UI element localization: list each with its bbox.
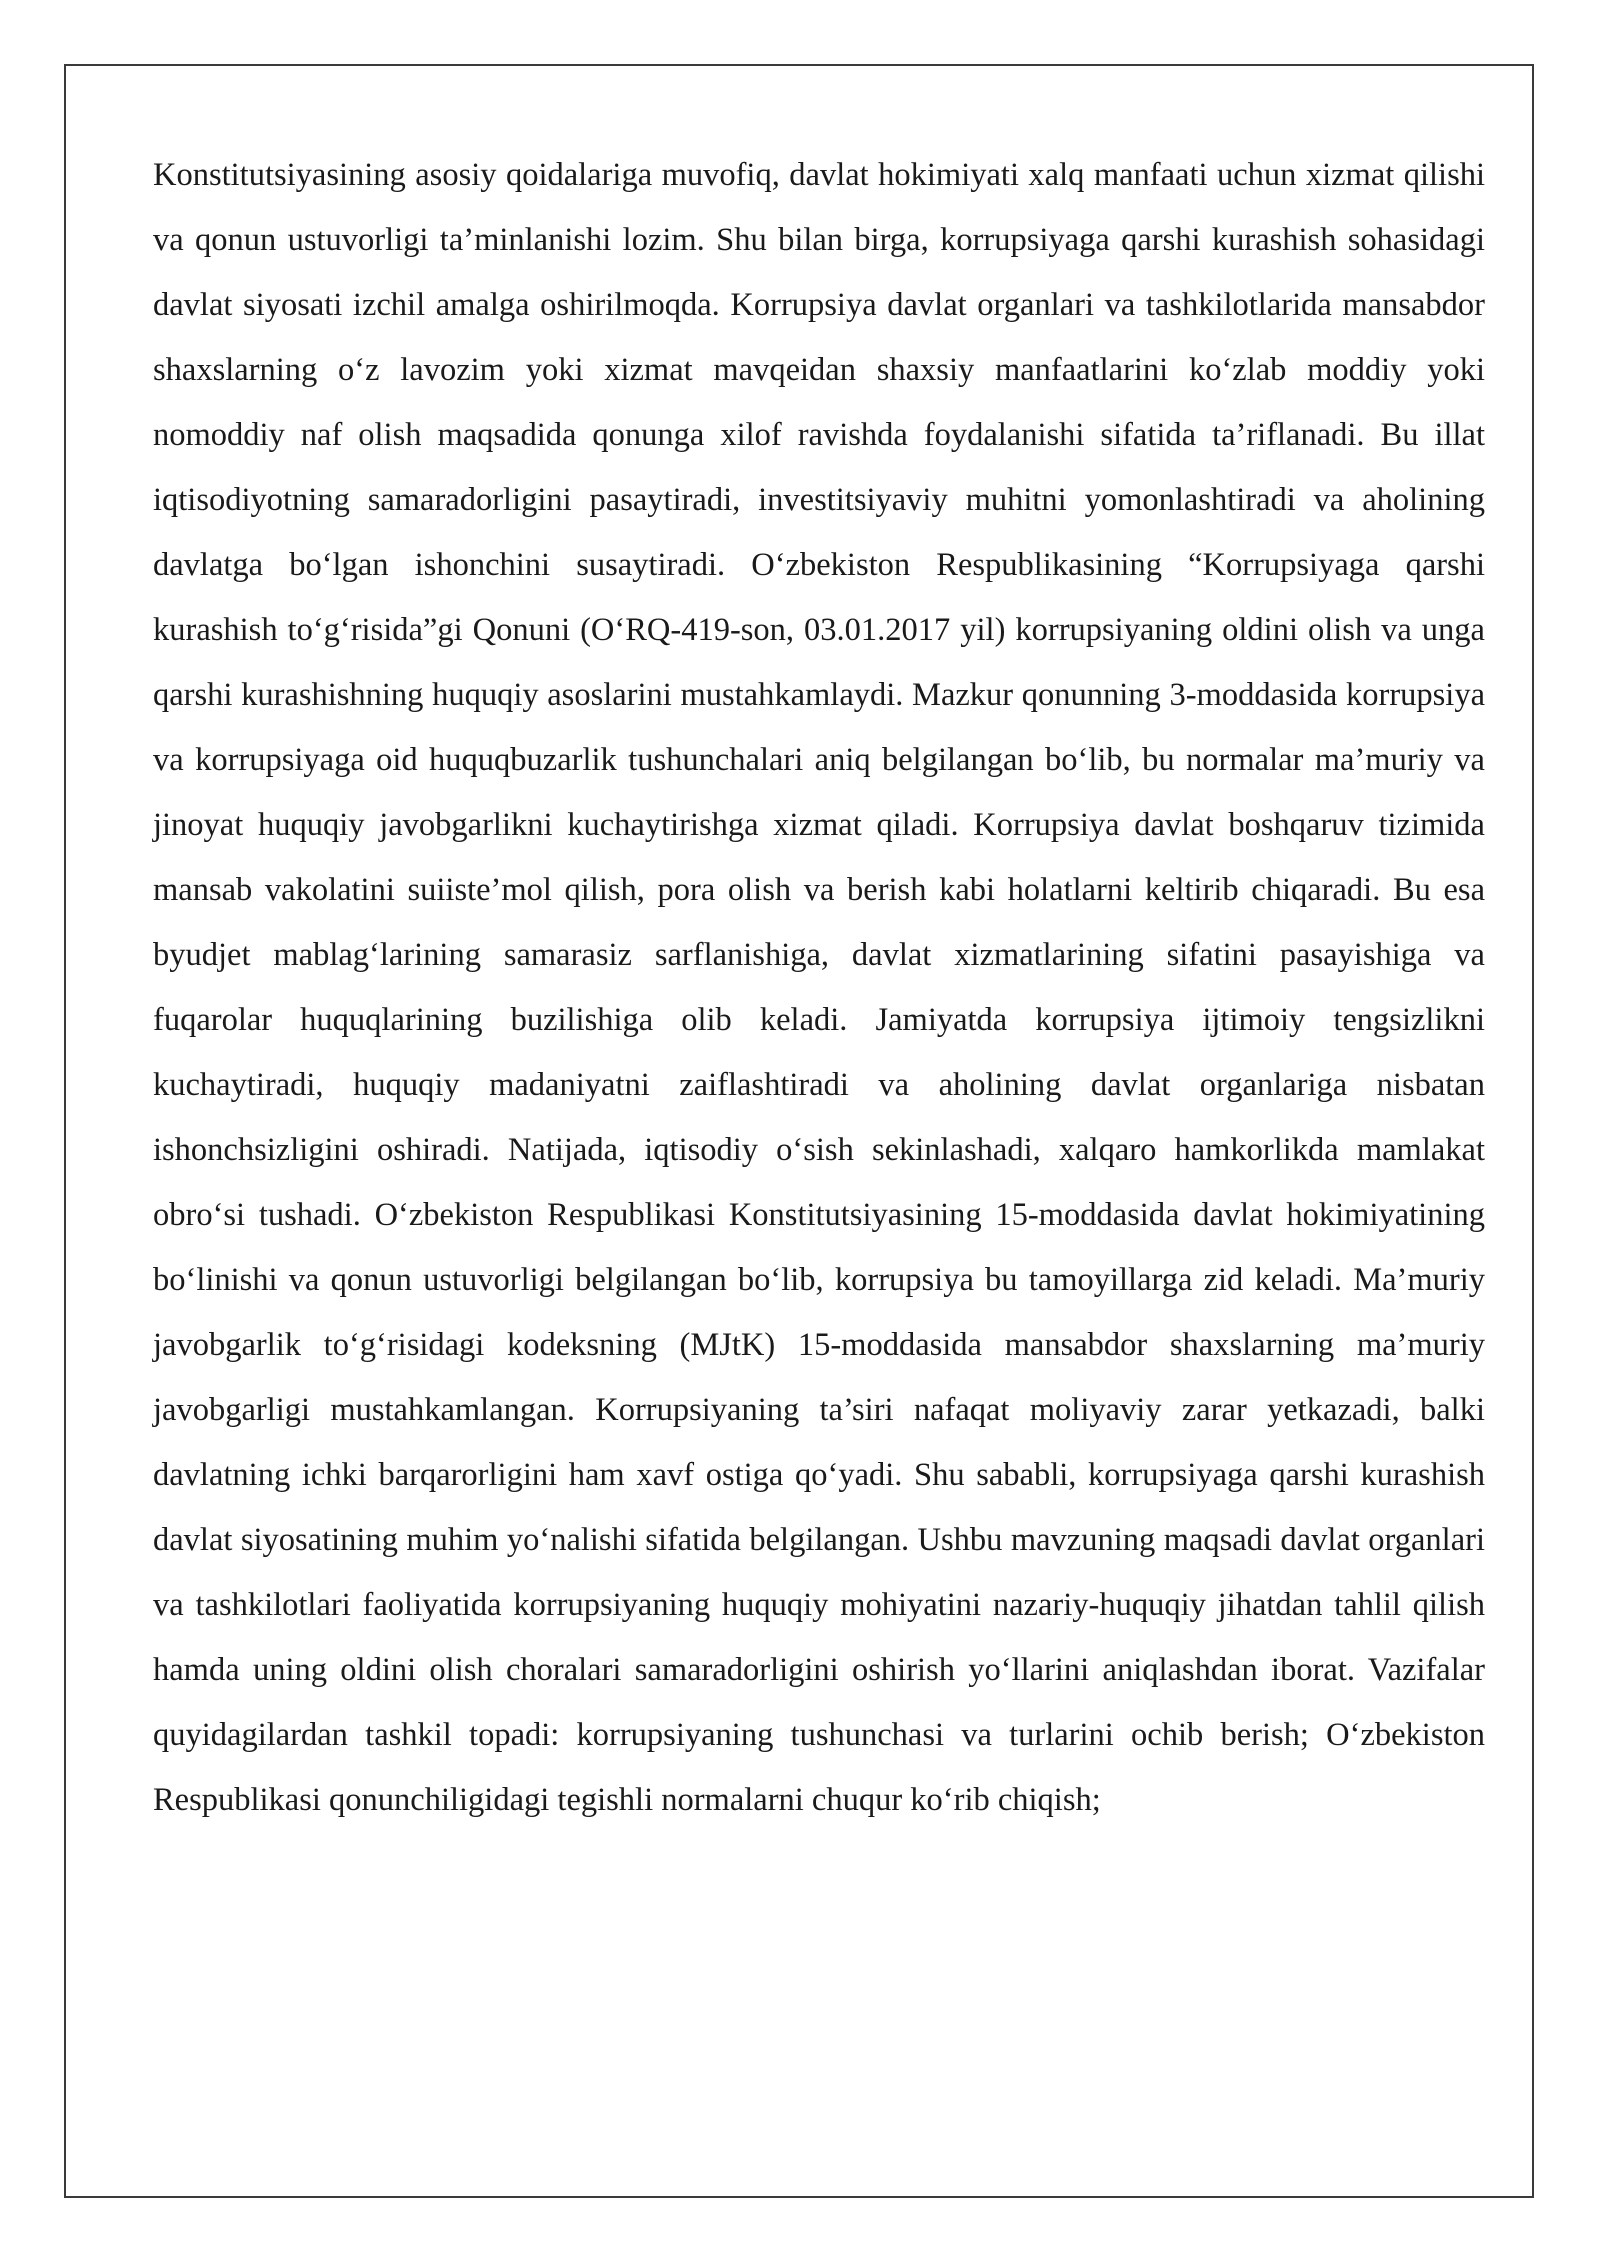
- body-paragraph: Konstitutsiyasining asosiy qoidalariga muvofiq, davlat hokimiyati xalq manfaati uchun xizmat qilishi va qonun ustuvorligi ta’minlanishi lozim. Shu bilan birga, korrupsiyaga qarshi kurashish sohasidagi davlat siyosati izchil amalga oshirilmoqda. Korrupsiya davlat organlari va tashkilotlarida mansabdor shaxslarning oʻz lavozim yoki xizmat mavqeidan shaxsiy manfaatlarini koʻzlab moddiy yoki nomoddiy naf olish maqsadida qonunga xilof ravishda foydalanishi sifatida ta’riflanadi. Bu illat iqtisodiyotning samaradorligini pasaytiradi, investitsiyaviy muhitni yomonlashtiradi va aholining davlatga boʻlgan ishonchini susaytiradi. Oʻzbekiston Respublikasining “Korrupsiyaga qarshi kurashish toʻgʻrisida”gi Qonuni (OʻRQ-419-son, 03.01.2017 yil) korrupsiyaning oldini olish va unga qarshi kurashishning huquqiy asoslarini mustahkamlaydi. Mazkur qonunning 3-moddasida korrupsiya va korrupsiyaga oid huquqbuzarlik tushunchalari aniq belgilangan boʻlib, bu normalar ma’muriy va jinoyat huquqiy javobgarlikni kuchaytirishga xizmat qiladi. Korrupsiya davlat boshqaruv tizimida mansab vakolatini suiiste’mol qilish, pora olish va berish kabi holatlarni keltirib chiqaradi. Bu esa byudjet mablagʻlarining samarasiz sarflanishiga, davlat xizmatlarining sifatini pasayishiga va fuqarolar huquqlarining buzilishiga olib keladi. Jamiyatda korrupsiya ijtimoiy tengsizlikni kuchaytiradi, huquqiy madaniyatni zaiflashtiradi va aholining davlat organlariga nisbatan ishonchsizligini oshiradi. Natijada, iqtisodiy oʻsish sekinlashadi, xalqaro hamkorlikda mamlakat obroʻsi tushadi. Oʻzbekiston Respublikasi Konstitutsiyasining 15-moddasida davlat hokimiyatining boʻlinishi va qonun ustuvorligi belgilangan boʻlib, korrupsiya bu tamoyillarga zid keladi. Ma’muriy javobgarlik toʻgʻrisidagi kodeksning (MJtK) 15-moddasida mansabdor shaxslarning ma’muriy javobgarligi mustahkamlangan. Korrupsiyaning ta’siri nafaqat moliyaviy zarar yetkazadi, balki davlatning ichki barqarorligini ham xavf ostiga qoʻyadi. Shu sababli, korrupsiyaga qarshi kurashish davlat siyosatining muhim yoʻnalishi sifatida belgilangan. Ushbu mavzuning maqsadi davlat organlari va tashkilotlari faoliyatida korrupsiyaning huquqiy mohiyatini nazariy-huquqiy jihatdan tahlil qilish hamda uning oldini olish choralari samaradorligini oshirish yoʻllarini aniqlashdan iborat. Vazifalar quyidagilardan tashkil topadi: korrupsiyaning tushunchasi va turlarini ochib berish; Oʻzbekiston Respublikasi qonunchiligidagi tegishli normalarni chuqur koʻrib chiqish;: [153, 157, 1485, 1818]
